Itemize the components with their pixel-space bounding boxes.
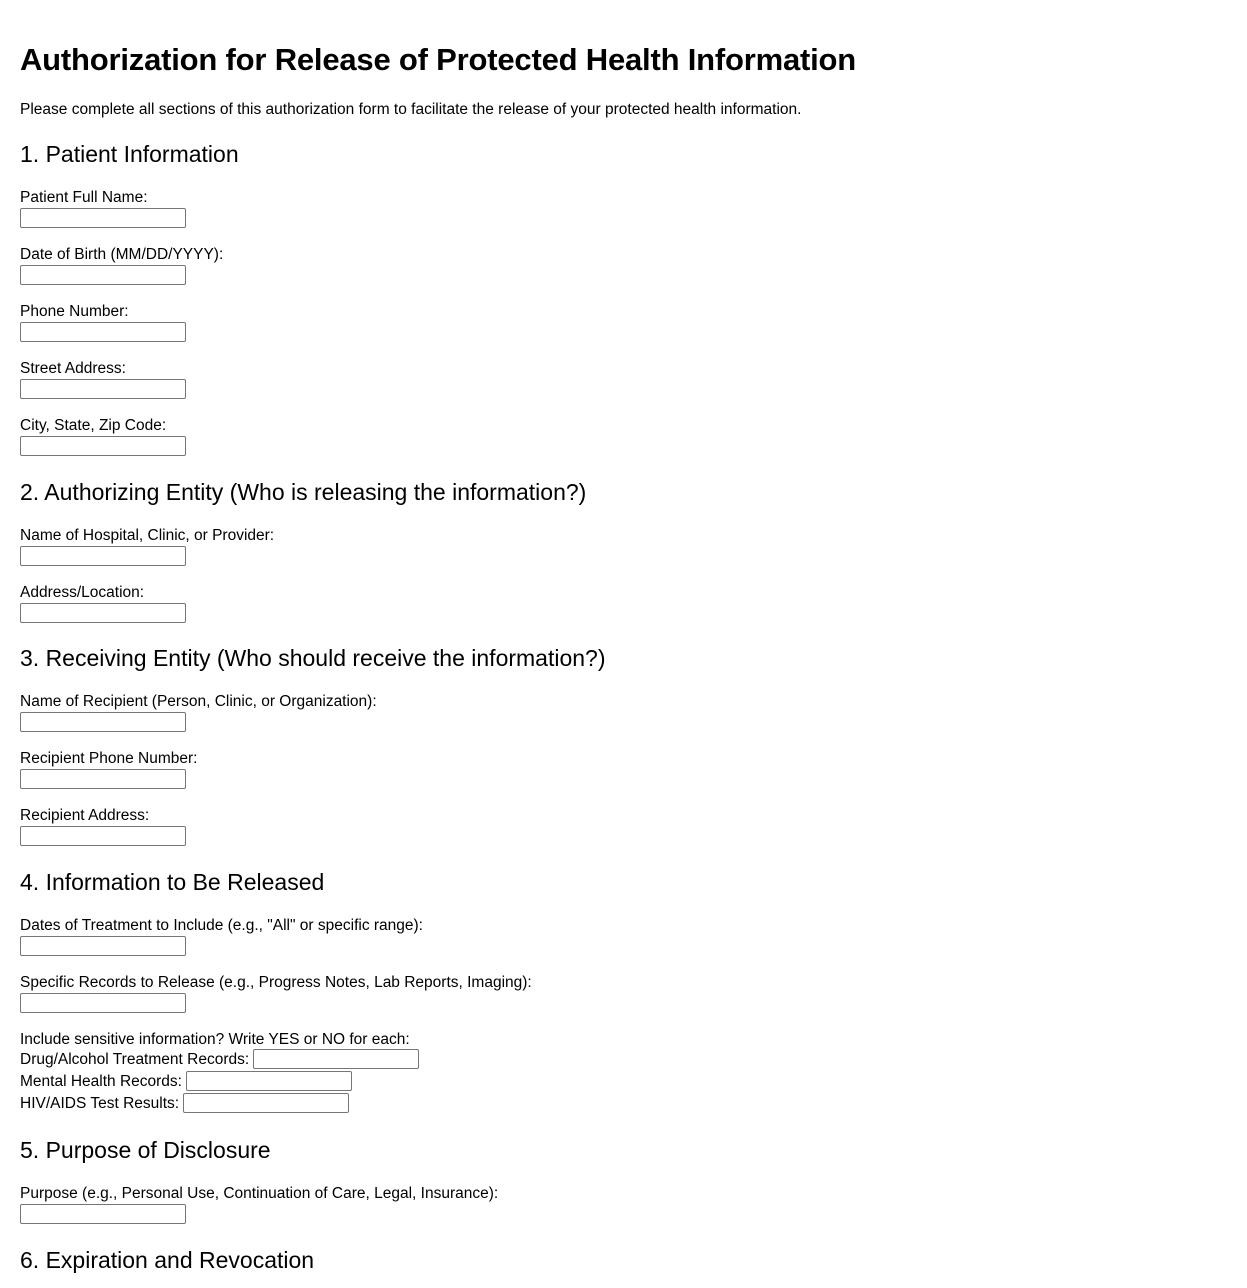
section-heading-purpose: 5. Purpose of Disclosure [20,1137,271,1163]
form-intro: Please complete all sections of this authorization form to facilitate the release of your protected health information. [20,101,802,118]
drug-alcohol-input[interactable] [253,1049,419,1069]
form-title: Authorization for Release of Protected Health Information [20,42,857,77]
recipient-name-input[interactable] [20,712,186,732]
recipient-phone-field [20,750,198,789]
treatment-dates-field [20,917,423,956]
recipient-address-label: Recipient Address: [20,807,150,824]
purpose-input[interactable] [20,1204,186,1224]
date-of-birth-field [20,246,223,285]
specific-records-input[interactable] [20,993,186,1013]
treatment-dates-input[interactable] [20,936,186,956]
specific-records-field [20,974,532,1013]
city-state-zip-field [20,417,186,456]
section-heading-information: 4. Information to Be Released [20,869,325,895]
section-heading-receiving: 3. Receiving Entity (Who should receive the information?) [20,645,606,671]
phone-number-input[interactable] [20,322,186,342]
purpose-field [20,1185,498,1224]
authorizing-name-input[interactable] [20,546,186,566]
patient-full-name-label: Patient Full Name: [20,189,148,206]
specific-records-label: Specific Records to Release (e.g., Progress Notes, Lab Reports, Imaging): [20,974,532,991]
phone-number-field [20,303,186,342]
mental-health-row [20,1071,352,1093]
street-address-label: Street Address: [20,360,126,377]
recipient-phone-input[interactable] [20,769,186,789]
section-heading-patient: 1. Patient Information [20,141,239,167]
drug-alcohol-label: Drug/Alcohol Treatment Records: [20,1051,250,1068]
mental-health-label: Mental Health Records: [20,1073,182,1090]
patient-full-name-field [20,189,186,228]
recipient-address-field [20,807,186,846]
hiv-aids-input[interactable] [183,1093,349,1113]
recipient-name-field [20,693,377,732]
authorizing-name-label: Name of Hospital, Clinic, or Provider: [20,527,275,544]
city-state-zip-input[interactable] [20,436,186,456]
authorizing-address-label: Address/Location: [20,584,145,601]
section-heading-expiration: 6. Expiration and Revocation [20,1247,315,1273]
date-of-birth-label: Date of Birth (MM/DD/YYYY): [20,246,224,263]
hiv-aids-row [20,1093,349,1115]
street-address-input[interactable] [20,379,186,399]
date-of-birth-input[interactable] [20,265,186,285]
recipient-name-label: Name of Recipient (Person, Clinic, or Organization): [20,693,377,710]
phone-number-label: Phone Number: [20,303,129,320]
treatment-dates-label: Dates of Treatment to Include (e.g., "All" or specific range): [20,917,423,934]
hiv-aids-label: HIV/AIDS Test Results: [20,1095,180,1112]
drug-alcohol-row [20,1049,419,1071]
authorizing-address-field [20,584,186,623]
authorizing-name-field [20,527,274,566]
patient-full-name-input[interactable] [20,208,186,228]
authorizing-address-input[interactable] [20,603,186,623]
mental-health-input[interactable] [186,1071,352,1091]
purpose-label: Purpose (e.g., Personal Use, Continuation of Care, Legal, Insurance): [20,1185,499,1202]
sensitive-info-prompt: Include sensitive information? Write YES or NO for each: [20,1031,410,1048]
city-state-zip-label: City, State, Zip Code: [20,417,167,434]
recipient-phone-label: Recipient Phone Number: [20,750,198,767]
section-heading-authorizing: 2. Authorizing Entity (Who is releasing the information?) [20,479,587,505]
recipient-address-input[interactable] [20,826,186,846]
street-address-field [20,360,186,399]
